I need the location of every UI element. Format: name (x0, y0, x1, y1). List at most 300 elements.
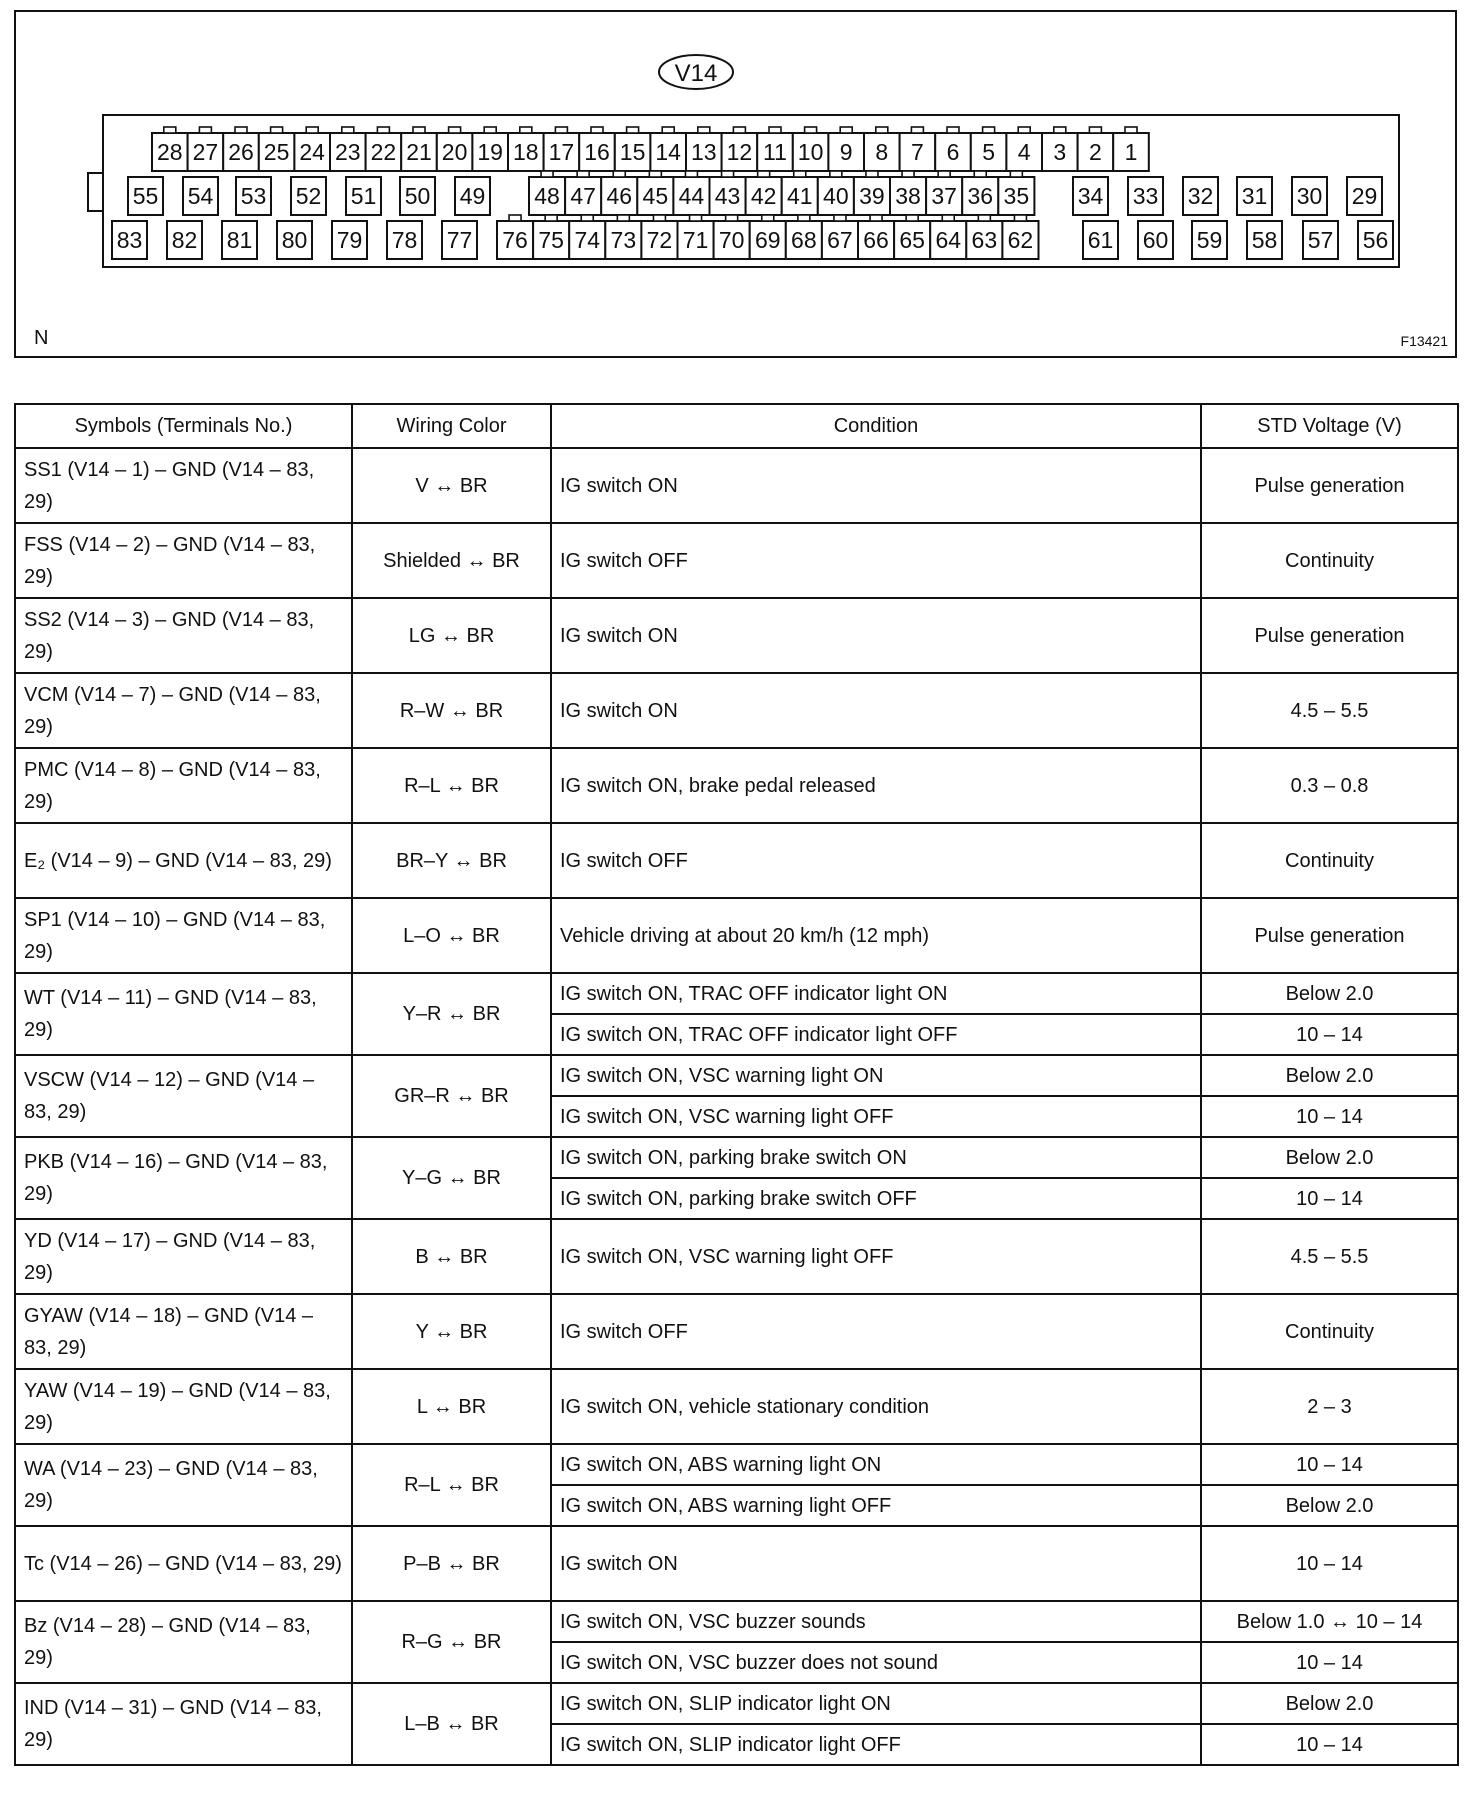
cell-std-voltage: 10 – 14 (1201, 1096, 1458, 1137)
terminal-31 (1237, 177, 1272, 215)
cell-symbol: YD (V14 – 17) – GND (V14 – 83, 29) (15, 1219, 352, 1294)
terminal-number: 81 (226, 227, 253, 253)
connector-svg (16, 12, 1455, 356)
terminal-number: 35 (1003, 183, 1030, 209)
terminal-41 (782, 171, 818, 215)
terminal-51 (346, 177, 381, 215)
cell-condition: IG switch ON, parking brake switch ON (551, 1137, 1201, 1178)
terminal-number: 48 (534, 183, 560, 209)
terminal-number: 62 (1007, 227, 1034, 253)
terminal-number: 17 (548, 139, 575, 165)
cell-condition: IG switch ON, VSC warning light OFF (551, 1096, 1201, 1137)
header-symbols: Symbols (Terminals No.) (15, 404, 352, 448)
cell-condition: IG switch OFF (551, 823, 1201, 898)
cell-wiring-color: BR–Y ↔ BR (352, 823, 551, 898)
cell-wiring-color: R–G ↔ BR (352, 1601, 551, 1683)
latch-tab (577, 171, 589, 177)
terminal-number: 79 (336, 227, 363, 253)
latch-tab (911, 127, 923, 133)
table-row (15, 1294, 1458, 1369)
terminal-66 (858, 215, 894, 259)
terminal-33 (1128, 177, 1163, 215)
terminal-number: 66 (863, 227, 889, 253)
terminal-35 (998, 171, 1034, 215)
cell-symbol: WA (V14 – 23) – GND (V14 – 83, 29) (15, 1444, 352, 1526)
terminal-number: 78 (391, 227, 418, 253)
latch-tab (762, 215, 774, 221)
terminal-75 (533, 215, 569, 259)
terminal-62 (1002, 215, 1038, 259)
terminal-number: 12 (726, 139, 753, 165)
cell-symbol: Tc (V14 – 26) – GND (V14 – 83, 29) (15, 1526, 352, 1601)
terminal-number: 74 (574, 227, 601, 253)
terminal-number: 82 (171, 227, 198, 253)
terminal-number: 26 (228, 139, 254, 165)
cell-std-voltage: Below 2.0 (1201, 1137, 1458, 1178)
latch-tab (698, 127, 710, 133)
terminal-48 (529, 171, 565, 215)
terminal-3 (1042, 127, 1078, 171)
latch-tab (947, 127, 959, 133)
terminal-39 (854, 171, 890, 215)
latch-tab (870, 215, 882, 221)
terminal-4 (1006, 127, 1042, 171)
cell-condition: IG switch ON, ABS warning light OFF (551, 1485, 1201, 1526)
cell-wiring-color: LG ↔ BR (352, 598, 551, 673)
terminal-number: 55 (132, 183, 159, 209)
terminal-59 (1192, 221, 1227, 259)
terminal-11 (757, 127, 793, 171)
cell-symbol: Bz (V14 – 28) – GND (V14 – 83, 29) (15, 1601, 352, 1683)
terminal-number: 39 (859, 183, 885, 209)
terminal-24 (294, 127, 330, 171)
cell-symbol: SP1 (V14 – 10) – GND (V14 – 83, 29) (15, 898, 352, 973)
terminal-15 (615, 127, 651, 171)
latch-tab (235, 127, 247, 133)
latch-tab (906, 215, 918, 221)
terminal-58 (1247, 221, 1282, 259)
terminal-number: 69 (754, 227, 781, 253)
terminal-71 (678, 215, 714, 259)
cell-symbol: IND (V14 – 31) – GND (V14 – 83, 29) (15, 1683, 352, 1765)
terminal-67 (822, 215, 858, 259)
terminal-number: 40 (823, 183, 849, 209)
terminal-number: 15 (619, 139, 646, 165)
cell-condition: IG switch ON, VSC warning light OFF (551, 1219, 1201, 1294)
cell-condition: IG switch ON (551, 598, 1201, 673)
terminal-number: 77 (446, 227, 473, 253)
cell-std-voltage: Pulse generation (1201, 448, 1458, 523)
latch-tab (733, 127, 745, 133)
terminal-number: 9 (839, 139, 853, 165)
terminal-43 (710, 171, 746, 215)
terminal-number: 5 (982, 139, 995, 165)
terminal-28 (152, 127, 188, 171)
terminal-number: 11 (763, 139, 787, 165)
terminal-number: 33 (1132, 183, 1159, 209)
terminal-number: 67 (827, 227, 853, 253)
terminal-number: 14 (655, 139, 681, 165)
terminal-36 (962, 171, 998, 215)
terminal-29 (1347, 177, 1382, 215)
terminal-79 (332, 221, 367, 259)
table-row (15, 823, 1458, 898)
latch-tab (794, 171, 806, 177)
terminal-number: 76 (502, 227, 528, 253)
terminal-52 (291, 177, 326, 215)
latch-tab (627, 127, 639, 133)
terminal-number: 45 (642, 183, 669, 209)
cell-condition: IG switch ON, SLIP indicator light ON (551, 1683, 1201, 1724)
cell-std-voltage: 10 – 14 (1201, 1444, 1458, 1485)
terminal-number: 54 (187, 183, 214, 209)
terminal-number: 20 (441, 139, 468, 165)
terminal-number: 30 (1296, 183, 1323, 209)
table-row (15, 523, 1458, 598)
terminal-number: 8 (875, 139, 889, 165)
latch-tab (520, 127, 532, 133)
cell-condition: IG switch ON (551, 673, 1201, 748)
terminal-18 (508, 127, 544, 171)
terminal-number: 64 (935, 227, 962, 253)
latch-tab (545, 215, 557, 221)
terminal-22 (366, 127, 402, 171)
cell-std-voltage: Below 2.0 (1201, 973, 1458, 1014)
cell-std-voltage: Continuity (1201, 1294, 1458, 1369)
cell-wiring-color: B ↔ BR (352, 1219, 551, 1294)
table-header-row (15, 404, 1458, 448)
table-row (15, 1137, 1458, 1178)
cell-condition: IG switch ON, ABS warning light ON (551, 1444, 1201, 1485)
latch-tab (377, 127, 389, 133)
latch-tab (805, 127, 817, 133)
table-row (15, 1219, 1458, 1294)
terminal-number: 18 (513, 139, 539, 165)
terminal-73 (605, 215, 641, 259)
cell-wiring-color: V ↔ BR (352, 448, 551, 523)
terminal-number: 52 (295, 183, 322, 209)
cell-symbol: WT (V14 – 11) – GND (V14 – 83, 29) (15, 973, 352, 1055)
latch-tab (978, 215, 990, 221)
terminal-56 (1358, 221, 1393, 259)
terminal-number: 73 (610, 227, 637, 253)
terminal-number: 43 (714, 183, 741, 209)
latch-tab (653, 215, 665, 221)
table-row (15, 748, 1458, 823)
terminal-9 (828, 127, 864, 171)
terminal-68 (786, 215, 822, 259)
terminal-5 (971, 127, 1007, 171)
terminal-table (14, 403, 1459, 1766)
terminal-32 (1183, 177, 1218, 215)
cell-condition: IG switch OFF (551, 1294, 1201, 1369)
cell-symbol: E₂ (V14 – 9) – GND (V14 – 83, 29) (15, 823, 352, 898)
cell-std-voltage: 10 – 14 (1201, 1642, 1458, 1683)
header-std-voltage: STD Voltage (V) (1201, 404, 1458, 448)
terminal-number: 38 (895, 183, 921, 209)
terminal-number: 51 (350, 183, 377, 209)
table-row (15, 1444, 1458, 1485)
cell-symbol: GYAW (V14 – 18) – GND (V14 – 83, 29) (15, 1294, 352, 1369)
latch-tab (1018, 127, 1030, 133)
connector-id-text: V14 (674, 60, 718, 87)
cell-wiring-color: L–O ↔ BR (352, 898, 551, 973)
cell-std-voltage: 0.3 – 0.8 (1201, 748, 1458, 823)
cell-wiring-color: P–B ↔ BR (352, 1526, 551, 1601)
cell-wiring-color: L–B ↔ BR (352, 1683, 551, 1765)
cell-symbol: PKB (V14 – 16) – GND (V14 – 83, 29) (15, 1137, 352, 1219)
cell-std-voltage: 4.5 – 5.5 (1201, 1219, 1458, 1294)
cell-std-voltage: Continuity (1201, 823, 1458, 898)
terminal-72 (641, 215, 677, 259)
table-row (15, 1055, 1458, 1096)
latch-tab (866, 171, 878, 177)
terminal-number: 16 (584, 139, 610, 165)
latch-tab (1125, 127, 1137, 133)
cell-condition: IG switch ON, TRAC OFF indicator light ON (551, 973, 1201, 1014)
cell-condition: IG switch ON, SLIP indicator light OFF (551, 1724, 1201, 1765)
connector-diagram (14, 10, 1457, 358)
terminal-number: 24 (299, 139, 325, 165)
cell-symbol: FSS (V14 – 2) – GND (V14 – 83, 29) (15, 523, 352, 598)
latch-tab (199, 127, 211, 133)
table-row (15, 898, 1458, 973)
terminal-number: 41 (786, 183, 813, 209)
terminal-55 (128, 177, 163, 215)
terminal-number: 70 (718, 227, 745, 253)
terminal-number: 31 (1241, 183, 1268, 209)
terminal-54 (183, 177, 218, 215)
terminal-47 (565, 171, 601, 215)
table-row (15, 1369, 1458, 1444)
terminal-25 (259, 127, 295, 171)
terminal-number: 13 (691, 139, 717, 165)
cell-std-voltage: 10 – 14 (1201, 1526, 1458, 1601)
terminal-number: 58 (1251, 227, 1278, 253)
terminal-number: 25 (263, 139, 290, 165)
terminal-number: 46 (606, 183, 633, 209)
latch-tab (938, 171, 950, 177)
cell-condition: IG switch ON (551, 1526, 1201, 1601)
terminal-number: 56 (1362, 227, 1389, 253)
terminal-37 (926, 171, 962, 215)
terminal-46 (601, 171, 637, 215)
terminal-69 (750, 215, 786, 259)
cell-std-voltage: Continuity (1201, 523, 1458, 598)
cell-symbol: SS1 (V14 – 1) – GND (V14 – 83, 29) (15, 448, 352, 523)
terminal-number: 44 (678, 183, 705, 209)
cell-wiring-color: Y–R ↔ BR (352, 973, 551, 1055)
latch-tab (662, 127, 674, 133)
terminal-number: 32 (1187, 183, 1214, 209)
cell-wiring-color: GR–R ↔ BR (352, 1055, 551, 1137)
terminal-13 (686, 127, 722, 171)
terminal-7 (900, 127, 936, 171)
cell-wiring-color: Y–G ↔ BR (352, 1137, 551, 1219)
cell-condition: IG switch OFF (551, 523, 1201, 598)
terminal-57 (1303, 221, 1338, 259)
terminal-number: 1 (1124, 139, 1138, 165)
latch-tab (685, 171, 697, 177)
cell-std-voltage: Pulse generation (1201, 598, 1458, 673)
latch-tab (449, 127, 461, 133)
latch-tab (306, 127, 318, 133)
terminal-number: 42 (750, 183, 777, 209)
terminal-number: 22 (370, 139, 397, 165)
cell-std-voltage: 4.5 – 5.5 (1201, 673, 1458, 748)
terminal-number: 28 (157, 139, 183, 165)
latch-tab (798, 215, 810, 221)
terminal-number: 75 (538, 227, 564, 253)
cell-std-voltage: Pulse generation (1201, 898, 1458, 973)
terminal-74 (569, 215, 605, 259)
cell-symbol: VCM (V14 – 7) – GND (V14 – 83, 29) (15, 673, 352, 748)
terminal-number: 68 (791, 227, 817, 253)
cell-std-voltage: Below 1.0 ↔ 10 – 14 (1201, 1601, 1458, 1642)
cell-condition: IG switch ON (551, 448, 1201, 523)
terminal-50 (400, 177, 435, 215)
cell-symbol: SS2 (V14 – 3) – GND (V14 – 83, 29) (15, 598, 352, 673)
cell-condition: IG switch ON, brake pedal released (551, 748, 1201, 823)
cell-condition: IG switch ON, parking brake switch OFF (551, 1178, 1201, 1219)
terminal-number: 4 (1017, 139, 1031, 165)
latch-tab (876, 127, 888, 133)
latch-tab (271, 127, 283, 133)
terminal-number: 50 (404, 183, 431, 209)
terminal-number: 29 (1351, 183, 1378, 209)
cell-wiring-color: L ↔ BR (352, 1369, 551, 1444)
terminal-number: 21 (406, 139, 432, 165)
terminal-80 (277, 221, 312, 259)
terminal-81 (222, 221, 257, 259)
latch-tab (581, 215, 593, 221)
terminal-number: 60 (1142, 227, 1169, 253)
cell-condition: IG switch ON, TRAC OFF indicator light OFF (551, 1014, 1201, 1055)
terminal-number: 80 (281, 227, 308, 253)
latch-tab (758, 171, 770, 177)
table-row (15, 673, 1458, 748)
latch-tab (591, 127, 603, 133)
terminal-76 (497, 215, 533, 259)
cell-std-voltage: Below 2.0 (1201, 1683, 1458, 1724)
terminal-10 (793, 127, 829, 171)
terminal-44 (673, 171, 709, 215)
terminal-6 (935, 127, 971, 171)
latch-tab (902, 171, 914, 177)
terminal-30 (1292, 177, 1327, 215)
terminal-number: 3 (1053, 139, 1067, 165)
terminal-45 (637, 171, 673, 215)
cell-symbol: VSCW (V14 – 12) – GND (V14 – 83, 29) (15, 1055, 352, 1137)
cell-condition: Vehicle driving at about 20 km/h (12 mph) (551, 898, 1201, 973)
terminal-number: 23 (335, 139, 361, 165)
terminal-number: 72 (646, 227, 673, 253)
cell-wiring-color: R–L ↔ BR (352, 1444, 551, 1526)
orientation-label: N (34, 327, 49, 349)
table-row (15, 973, 1458, 1014)
latch-tab (613, 171, 625, 177)
terminal-14 (650, 127, 686, 171)
terminal-number: 37 (931, 183, 957, 209)
latch-tab (722, 171, 734, 177)
cell-std-voltage: 10 – 14 (1201, 1724, 1458, 1765)
figure-code: F13421 (1400, 333, 1448, 349)
latch-tab (834, 215, 846, 221)
terminal-1 (1113, 127, 1149, 171)
cell-condition: IG switch ON, VSC buzzer does not sound (551, 1642, 1201, 1683)
header-wiring-color: Wiring Color (352, 404, 551, 448)
latch-tab (974, 171, 986, 177)
terminal-number: 61 (1087, 227, 1114, 253)
terminal-number: 53 (240, 183, 267, 209)
cell-wiring-color: R–L ↔ BR (352, 748, 551, 823)
latch-tab (509, 215, 521, 221)
cell-condition: IG switch ON, VSC warning light ON (551, 1055, 1201, 1096)
latch-tab (690, 215, 702, 221)
terminal-number: 27 (192, 139, 219, 165)
terminal-17 (544, 127, 580, 171)
terminal-42 (746, 171, 782, 215)
table-row (15, 1683, 1458, 1724)
latch-tab (1054, 127, 1066, 133)
terminal-64 (930, 215, 966, 259)
latch-tab (769, 127, 781, 133)
terminal-number: 36 (967, 183, 994, 209)
cell-symbol: YAW (V14 – 19) – GND (V14 – 83, 29) (15, 1369, 352, 1444)
terminal-78 (387, 221, 422, 259)
cell-condition: IG switch ON, VSC buzzer sounds (551, 1601, 1201, 1642)
cell-std-voltage: Below 2.0 (1201, 1055, 1458, 1096)
table-row (15, 1526, 1458, 1601)
terminal-38 (890, 171, 926, 215)
terminal-27 (188, 127, 224, 171)
latch-tab (649, 171, 661, 177)
terminal-26 (223, 127, 259, 171)
table-body (15, 448, 1458, 1765)
terminal-60 (1138, 221, 1173, 259)
latch-tab (413, 127, 425, 133)
latch-tab (555, 127, 567, 133)
cell-condition: IG switch ON, vehicle stationary condition (551, 1369, 1201, 1444)
latch-tab (484, 127, 496, 133)
table-row (15, 1601, 1458, 1642)
latch-tab (726, 215, 738, 221)
terminal-49 (455, 177, 490, 215)
latch-tab (541, 171, 553, 177)
header-condition: Condition (551, 404, 1201, 448)
latch-tab (1010, 171, 1022, 177)
cell-wiring-color: R–W ↔ BR (352, 673, 551, 748)
cell-wiring-color: Y ↔ BR (352, 1294, 551, 1369)
terminal-number: 2 (1089, 139, 1102, 165)
latch-tab (617, 215, 629, 221)
terminal-number: 19 (477, 139, 503, 165)
cell-std-voltage: 10 – 14 (1201, 1014, 1458, 1055)
terminal-number: 10 (797, 139, 824, 165)
terminal-8 (864, 127, 900, 171)
terminal-20 (437, 127, 473, 171)
terminal-12 (722, 127, 758, 171)
terminal-number: 65 (899, 227, 925, 253)
terminal-53 (236, 177, 271, 215)
terminal-83 (112, 221, 147, 259)
latch-tab (840, 127, 852, 133)
table-row (15, 448, 1458, 523)
terminal-number: 71 (682, 227, 709, 253)
table-row (15, 598, 1458, 673)
terminal-number: 7 (911, 139, 924, 165)
cell-symbol: PMC (V14 – 8) – GND (V14 – 83, 29) (15, 748, 352, 823)
